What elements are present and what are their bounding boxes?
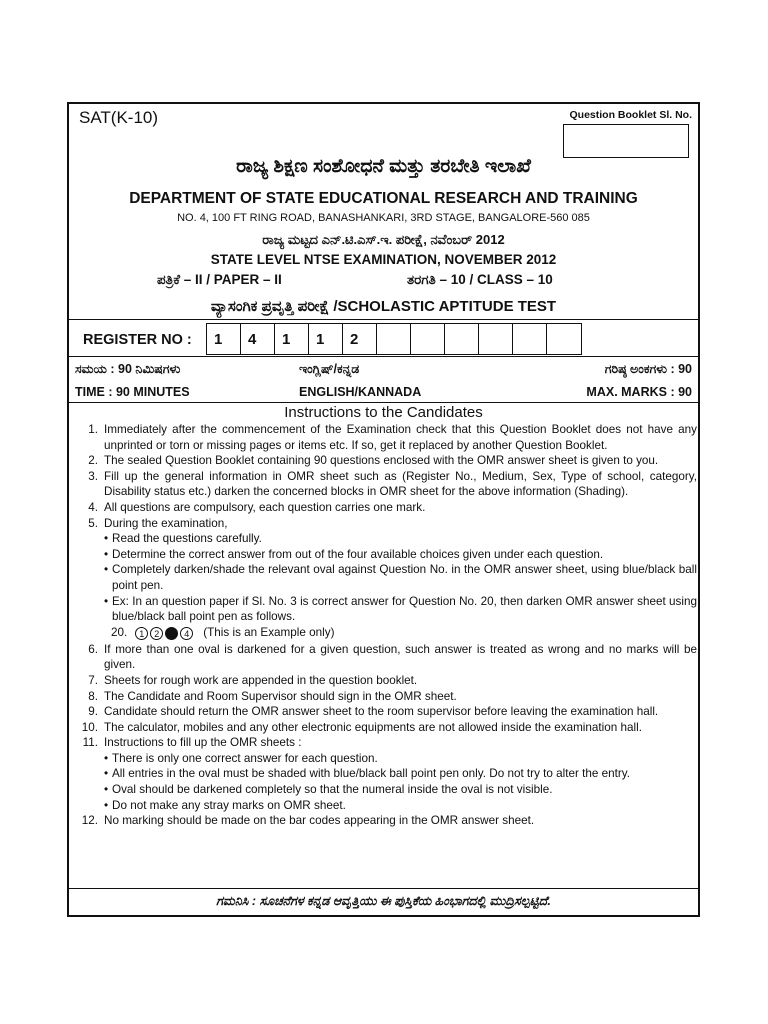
exam-cover-frame <box>67 102 700 917</box>
register-digit: 1 <box>275 324 309 354</box>
sub-item: • Do not make any stray marks on OMR sheet. <box>104 798 346 812</box>
time-limit: TIME : 90 MINUTES <box>75 385 190 399</box>
kannada-footer-note: ಗಮನಿಸಿ : ಸೂಚನೆಗಳ ಕನ್ನಡ ಆವೃತ್ತಿಯು ಈ ಪುಸ್ತಿಕೆಯ ಹಿಂಭಾಗದಲ್ಲಿ ಮುದ್ರಿಸಲ್ಪಟ್ಟಿದೆ. <box>216 894 551 908</box>
register-digit <box>377 324 411 354</box>
list-item: 3. Fill up the general information in OMR sheet such as (Register No., Medium, Sex, Type of school, category, Disability status etc.) darken the concerned blocks in OMR sheet for the above information (Shading). <box>88 469 697 499</box>
list-item: 8. The Candidate and Room Supervisor should sign in the OMR sheet. <box>88 689 457 703</box>
list-item: 7. Sheets for rough work are appended in the question booklet. <box>88 673 418 687</box>
exam-title: STATE LEVEL NTSE EXAMINATION, NOVEMBER 2012 <box>210 252 557 267</box>
list-item: 5. During the examination, <box>88 516 228 530</box>
sub-item: • Oval should be darkened completely so that the numeral inside the oval is not visible. <box>104 783 553 797</box>
list-item: 12. No marking should be made on the bar codes appearing in the OMR answer sheet. <box>81 814 535 828</box>
class-number: ತರಗತಿ – 10 / CLASS – 10 <box>407 272 553 287</box>
sub-item: • All entries in the oval must be shaded with blue/black ball point pen only. Do not try to alter the entry. <box>104 767 630 781</box>
paper-number: ಪತ್ರಿಕೆ – II / PAPER – II <box>157 272 282 287</box>
booklet-serial-box <box>563 124 689 158</box>
sub-item: • Completely darken/shade the relevant oval against Question No. in the OMR answer sheet, using blue/black ball point pen. <box>104 563 697 592</box>
oval-option-4: 4 <box>180 627 193 640</box>
department-address: NO. 4, 100 FT RING ROAD, BANASHANKARI, 3RD STAGE, BANGALORE-560 085 <box>177 212 590 224</box>
kannada-exam-title: ರಾಜ್ಯ ಮಟ್ಟದ ಎನ್.ಟಿ.ಎಸ್.ಇ. ಪರೀಕ್ಷೆ, ನವೆಂಬರ್ 2012 <box>262 232 505 247</box>
medium: ENGLISH/KANNADA <box>299 385 422 399</box>
sub-item: • There is only one correct answer for each question. <box>104 751 378 765</box>
register-digit <box>479 324 513 354</box>
max-marks-kannada: ಗರಿಷ್ಠ ಅಂಕಗಳು : 90 <box>604 362 692 376</box>
register-label: REGISTER NO : <box>83 332 192 348</box>
example-question-number: 20. <box>111 626 128 640</box>
divider <box>69 888 698 889</box>
register-digit <box>411 324 445 354</box>
oval-option-3-filled <box>165 627 178 640</box>
medium-kannada: ಇಂಗ್ಲಿಷ್/ಕನ್ನಡ <box>299 362 360 376</box>
paper-code: SAT(K-10) <box>79 108 159 127</box>
register-digit <box>547 324 581 354</box>
sub-item: • Read the questions carefully. <box>104 532 262 546</box>
list-item: 1. Immediately after the commencement of the Examination check that this Question Booklet does not have any unprinted or torn or missing pages or items etc. If so, get it replaced by another Question Booklet. <box>88 423 697 452</box>
divider <box>69 356 698 357</box>
register-digit: 4 <box>241 324 275 354</box>
register-digit <box>513 324 547 354</box>
list-item: 9. Candidate should return the OMR answer sheet to the room supervisor before leaving the examination hall. <box>88 705 659 719</box>
sub-item: • Ex: In an question paper if Sl. No. 3 is correct answer for Question No. 20, then darken OMR answer sheet using blue/black ball point pen as follows. <box>104 594 697 624</box>
instructions-title: Instructions to the Candidates <box>284 404 483 421</box>
register-digit: 1 <box>207 324 241 354</box>
sub-item: • Determine the correct answer from out of the four available choices given under each question. <box>104 547 604 561</box>
register-number-grid <box>206 323 582 355</box>
register-digit <box>445 324 479 354</box>
register-digit: 2 <box>343 324 377 354</box>
list-item: 11. Instructions to fill up the OMR sheets : <box>82 736 302 750</box>
max-marks: MAX. MARKS : 90 <box>586 385 692 399</box>
divider <box>69 402 698 403</box>
list-item: 2. The sealed Question Booklet containing 90 questions enclosed with the OMR answer sheet is given to you. <box>88 454 659 468</box>
list-item: 6. If more than one oval is darkened for a given question, such answer is treated as wrong and no marks will be given. <box>88 642 697 672</box>
list-item: 4. All questions are compulsory, each question carries one mark. <box>88 500 426 514</box>
list-item: 10. The calculator, mobiles and any other electronic equipments are not allowed inside the examination hall. <box>81 720 642 734</box>
time-kannada: ಸಮಯ : 90 ನಿಮಿಷಗಳು <box>75 362 181 376</box>
divider <box>69 319 698 320</box>
booklet-serial-label: Question Booklet Sl. No. <box>569 109 692 121</box>
test-title: ವ್ಯಾಸಂಗಿಕ ಪ್ರವೃತ್ತಿ ಪರೀಕ್ಷೆ /SCHOLASTIC APTITUDE TEST <box>210 298 557 315</box>
instructions-list <box>75 422 697 829</box>
oval-option-1: 1 <box>135 627 148 640</box>
oval-option-2: 2 <box>150 627 163 640</box>
register-digit: 1 <box>309 324 343 354</box>
kannada-department-title: ರಾಜ್ಯ ಶಿಕ್ಷಣ ಸಂಶೋಧನೆ ಮತ್ತು ತರಬೇತಿ ಇಲಾಖೆ <box>236 156 531 177</box>
omr-example <box>75 625 697 642</box>
example-note: (This is an Example only) <box>203 626 335 640</box>
department-title: DEPARTMENT OF STATE EDUCATIONAL RESEARCH AND TRAINING <box>129 190 638 207</box>
